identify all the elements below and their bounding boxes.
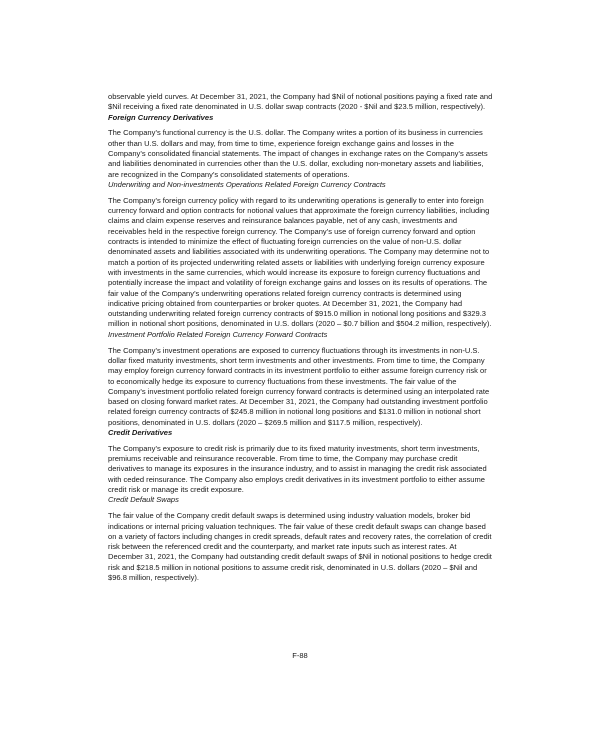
subheading-underwriting-contracts: Underwriting and Non-investments Operations Related Foreign Currency Contracts <box>108 179 386 189</box>
paragraph-credit-default-swaps: The fair value of the Company credit default swaps is determined using industry valuation models, broker bid indications or internal pricing valuation techniques. The fair value of these credit default swaps can change based on a variety of factors including changes in credit spreads, default rates and recovery rates, the correlation of credit risk between the referenced credit and the counterparty, and market rate inputs such as interest rates. At December 31, 2021, the Company had outstanding credit default swaps of $Nil in notional positions to hedge credit risk and $218.5 million in notional positions to assume credit risk, denominated in U.S. dollars (2020 – $Nil and $96.8 million, respectively). <box>108 511 492 583</box>
paragraph-foreign-currency-derivatives: The Company’s functional currency is the U.S. dollar. The Company writes a portion of its business in currencies other than U.S. dollars and may, from time to time, experience foreign exchange gains and losses in the Company’s consolidated financial statements. The impact of changes in exchange rates on the Company’s assets and liabilities denominated in currencies other than the U.S. dollar, excluding non-monetary assets and liabilities, are recognized in the Company’s consolidated statements of operations. <box>108 128 488 179</box>
section-heading-credit-derivatives: Credit Derivatives <box>108 427 173 437</box>
document-page <box>108 92 493 583</box>
subheading-investment-portfolio-contracts: Investment Portfolio Related Foreign Currency Forward Contracts <box>108 329 328 339</box>
paragraph-investment-portfolio-contracts: The Company’s investment operations are exposed to currency fluctuations through its investments in non-U.S. dollar fixed maturity investments, short term investments and other investments. From time to time, the Company may employ foreign currency forward contracts in its investment portfolio to either assume foreign currency risk or to economically hedge its exposure to currency fluctuations from these investments. The fair value of the Company’s investment portfolio related foreign currency forward contracts is determined using an interpolated rate based on closing forward market rates. At December 31, 2021, the Company had outstanding investment portfolio related foreign currency contracts of $245.8 million in notional long positions and $131.0 million in notional short positions, denominated in U.S. dollars (2020 – $269.5 million and $117.5 million, respectively). <box>108 345 490 427</box>
paragraph-underwriting-contracts: The Company’s foreign currency policy with regard to its underwriting operations is generally to enter into foreign currency forward and option contracts for notional values that approximate the foreign currency liabilities, including claims and claim expense reserves and reinsurance balances payable, net of any cash, investments and receivables held in the respective foreign currency. The Company’s use of foreign currency forward and option contracts is intended to minimize the effect of fluctuating foreign currencies on the value of non-U.S. dollar denominated assets and liabilities associated with its underwriting operations. The Company may determine not to match a portion of its projected underwriting related assets or liabilities with underlying foreign currency exposure with investments in the same currencies, which would increase its exposure to foreign currency fluctuations and potentially increase the impact and volatility of foreign exchange gains and losses on its results of operations. The fair value of the Company’s underwriting operations related foreign currency contracts is determined using indicative pricing obtained from counterparties or broker quotes. At December 31, 2021, the Company had outstanding underwriting related foreign currency contracts of $915.0 million in notional long positions and $329.3 million in notional short positions, denominated in U.S. dollars (2020 – $0.7 billion and $504.2 million, respectively). <box>108 195 492 329</box>
subheading-credit-default-swaps: Credit Default Swaps <box>108 495 179 505</box>
paragraph-credit-derivatives: The Company’s exposure to credit risk is primarily due to its fixed maturity investments, short term investments, premiums receivable and reinsurance recoverable. From time to time, the Company may purchase credit derivatives to manage its exposures in the insurance industry, and to assist in managing the credit risk associated with ceded reinsurance. The Company also employs credit derivatives in its investment portfolio to either assume credit risk or manage its credit exposure. <box>108 443 487 495</box>
section-heading-foreign-currency-derivatives: Foreign Currency Derivatives <box>108 112 214 122</box>
page-number: F-88 <box>292 651 308 660</box>
intro-paragraph: observable yield curves. At December 31, 2021, the Company had $Nil of notional positions paying a fixed rate and $Nil receiving a fixed rate denominated in U.S. dollar swap contracts (2020 - $Nil and $23.5 million, respectively). <box>108 92 493 112</box>
